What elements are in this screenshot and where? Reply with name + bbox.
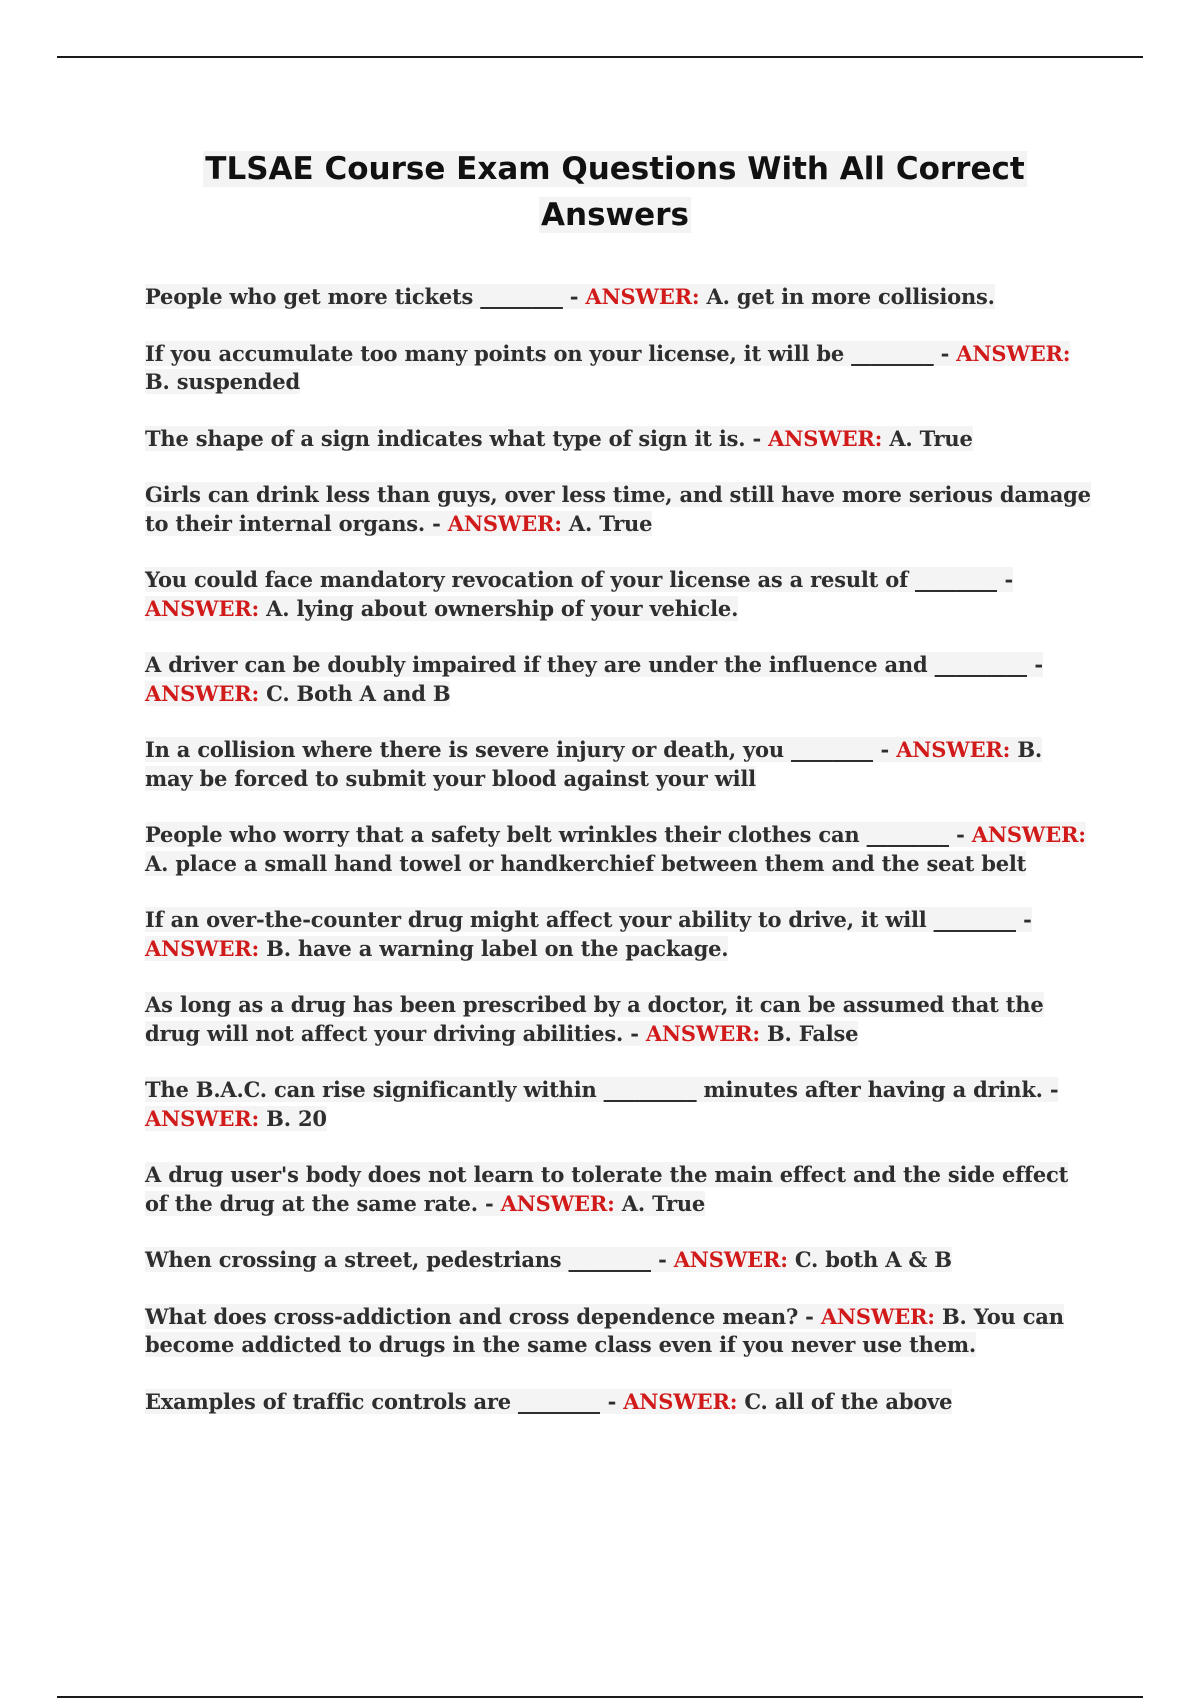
answer-text: A. lying about ownership of your vehicle. bbox=[259, 595, 739, 621]
answer-text: C. Both A and B bbox=[259, 680, 451, 706]
qa-item bbox=[145, 991, 1095, 1048]
qa-item bbox=[145, 283, 1095, 312]
answer-label: ANSWER: bbox=[623, 1388, 738, 1414]
question-text: If an over-the-counter drug might affect your ability to drive, it will ________ bbox=[145, 907, 1017, 932]
separator: - bbox=[623, 1020, 646, 1046]
answer-label: ANSWER: bbox=[768, 425, 883, 451]
answer-text: B. False bbox=[759, 1020, 859, 1046]
separator: - bbox=[1027, 652, 1043, 677]
question-text: If you accumulate too many points on your license, it will be ________ bbox=[145, 340, 934, 366]
separator: - bbox=[798, 1303, 821, 1329]
answer-text: A. True bbox=[614, 1190, 706, 1216]
answer-text: B. You can become addicted to drugs in the same class even if you never use them. bbox=[145, 1303, 1064, 1357]
question-text: The B.A.C. can rise significantly within _________ minutes after having a drink. bbox=[145, 1077, 1043, 1102]
question-text: You could face mandatory revocation of your license as a result of ________ bbox=[145, 567, 998, 592]
answer-label: ANSWER: bbox=[896, 737, 1011, 762]
qa-item bbox=[145, 1388, 1095, 1417]
question-text: When crossing a street, pedestrians ________ bbox=[145, 1247, 651, 1272]
qa-item bbox=[145, 736, 1095, 793]
question-text: Examples of traffic controls are ________ bbox=[145, 1388, 601, 1414]
answer-text: B. 20 bbox=[259, 1105, 327, 1131]
separator: - bbox=[949, 822, 972, 847]
separator: - bbox=[650, 1247, 674, 1272]
qa-item bbox=[145, 821, 1095, 878]
qa-item bbox=[145, 651, 1095, 708]
separator: - bbox=[997, 567, 1014, 592]
separator: - bbox=[425, 510, 448, 536]
question-text: People who get more tickets ________ bbox=[145, 284, 563, 309]
title-line-1: TLSAE Course Exam Questions With All Correct bbox=[205, 151, 1025, 187]
qa-item bbox=[145, 425, 1095, 454]
separator: - bbox=[562, 284, 586, 309]
answer-label: ANSWER: bbox=[956, 340, 1071, 366]
qa-item bbox=[145, 340, 1095, 397]
answer-text: C. all of the above bbox=[737, 1388, 953, 1414]
answer-text: A. True bbox=[561, 510, 653, 536]
bottom-rule bbox=[57, 1696, 1143, 1698]
answer-label: ANSWER: bbox=[585, 284, 700, 309]
answer-label: ANSWER: bbox=[145, 595, 260, 621]
question-text: A driver can be doubly impaired if they are under the influence and _________ bbox=[145, 652, 1028, 677]
title-line-2: Answers bbox=[541, 197, 689, 233]
question-text: Girls can drink less than guys, over less time, and still have more serious damage to their internal organs. bbox=[145, 482, 1091, 536]
answer-text: A. place a small hand towel or handkerchief between them and the seat belt bbox=[145, 850, 1027, 876]
answer-text: B. may be forced to submit your blood against your will bbox=[145, 737, 1043, 791]
question-text: People who worry that a safety belt wrinkles their clothes can ________ bbox=[145, 822, 949, 847]
qa-item bbox=[145, 1303, 1095, 1360]
separator: - bbox=[745, 425, 769, 451]
answer-text: C. both A & B bbox=[787, 1247, 952, 1272]
answer-text: B. have a warning label on the package. bbox=[259, 935, 729, 961]
qa-item bbox=[145, 1246, 1095, 1275]
answer-label: ANSWER: bbox=[645, 1020, 760, 1046]
answer-label: ANSWER: bbox=[500, 1190, 615, 1216]
answer-text: A. get in more collisions. bbox=[699, 284, 995, 309]
answer-label: ANSWER: bbox=[145, 1105, 260, 1131]
answer-text: A. True bbox=[882, 425, 973, 451]
answer-label: ANSWER: bbox=[145, 680, 260, 706]
question-text: A drug user's body does not learn to tolerate the main effect and the side effect of the drug at the same rate. bbox=[145, 1162, 1069, 1216]
separator: - bbox=[873, 737, 897, 762]
question-text: The shape of a sign indicates what type of sign it is. bbox=[145, 425, 746, 451]
qa-item bbox=[145, 481, 1095, 538]
separator: - bbox=[933, 340, 957, 366]
answer-label: ANSWER: bbox=[673, 1247, 788, 1272]
qa-list bbox=[145, 283, 1095, 1444]
document-title bbox=[180, 146, 1050, 238]
separator: - bbox=[600, 1388, 624, 1414]
question-text: What does cross-addiction and cross dependence mean? bbox=[145, 1303, 799, 1329]
qa-item bbox=[145, 906, 1095, 963]
question-text: As long as a drug has been prescribed by a doctor, it can be assumed that the drug will not affect your driving abilities. bbox=[145, 992, 1044, 1046]
separator: - bbox=[1016, 907, 1032, 932]
answer-text: B. suspended bbox=[145, 369, 300, 394]
separator: - bbox=[477, 1190, 501, 1216]
answer-label: ANSWER: bbox=[971, 822, 1086, 847]
top-rule bbox=[57, 56, 1143, 58]
qa-item bbox=[145, 1076, 1095, 1133]
qa-item bbox=[145, 566, 1095, 623]
answer-label: ANSWER: bbox=[447, 510, 562, 536]
answer-label: ANSWER: bbox=[820, 1303, 935, 1329]
question-text: In a collision where there is severe injury or death, you ________ bbox=[145, 737, 874, 762]
answer-label: ANSWER: bbox=[145, 935, 260, 961]
qa-item bbox=[145, 1161, 1095, 1218]
separator: - bbox=[1042, 1077, 1059, 1102]
